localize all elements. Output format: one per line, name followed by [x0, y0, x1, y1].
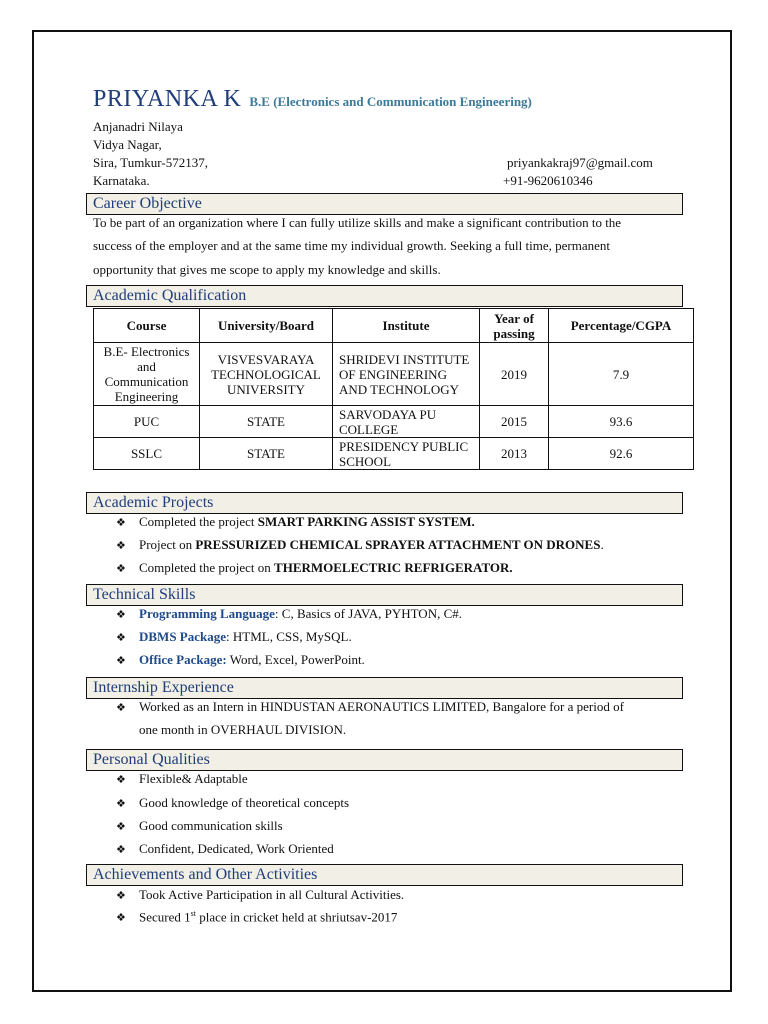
skill-label: Programming Language [139, 606, 275, 621]
bullet-diamond-icon: ❖ [116, 798, 126, 810]
cell-course: SSLC [94, 438, 200, 470]
cell-percentage: 7.9 [549, 343, 694, 406]
section-internship: Internship Experience [86, 677, 683, 699]
bullet-diamond-icon: ❖ [116, 702, 126, 714]
project-suffix: . [600, 537, 604, 552]
list-item [116, 841, 334, 857]
bullet-diamond-icon: ❖ [116, 563, 126, 575]
list-item [116, 699, 624, 715]
list-item [116, 560, 513, 576]
section-career-objective: Career Objective [86, 193, 683, 215]
address-line-2: Vidya Nagar, [93, 137, 162, 152]
cell-course: B.E- Electronics and Communication Engineering [94, 343, 200, 406]
project-prefix: Completed the project [139, 514, 258, 529]
cell-percentage: 92.6 [549, 438, 694, 470]
table-row [94, 343, 694, 406]
project-title: PRESSURIZED CHEMICAL SPRAYER ATTACHMENT ON DRONES [195, 537, 601, 552]
header-percentage: Percentage/CGPA [549, 309, 694, 343]
section-academic-qualification: Academic Qualification [86, 285, 683, 307]
candidate-name: PRIYANKA K [93, 86, 242, 112]
skill-separator: : [274, 606, 282, 621]
section-academic-projects: Academic Projects [86, 492, 683, 514]
list-item [116, 629, 352, 645]
list-item [116, 606, 462, 622]
achievement-text: Took Active Participation in all Cultural Activities. [139, 887, 405, 902]
bullet-diamond-icon: ❖ [116, 890, 126, 902]
list-item [116, 514, 475, 530]
address-line-1: Anjanadri Nilaya [93, 119, 183, 134]
skill-label: Office Package: [139, 652, 227, 667]
cell-institute: SHRIDEVI INSTITUTE OF ENGINEERING AND TECHNOLOGY [333, 343, 480, 406]
cell-university: STATE [200, 438, 333, 470]
header-university: University/Board [200, 309, 333, 343]
ordinal-suffix: st [190, 909, 196, 918]
list-item [116, 818, 283, 834]
address-line-3: Sira, Tumkur-572137, [93, 155, 208, 170]
section-personal-qualities: Personal Qualities [86, 749, 683, 771]
skill-value: C, Basics of JAVA, PYHTON, C#. [281, 606, 463, 621]
section-achievements: Achievements and Other Activities [86, 864, 683, 886]
quality-text: Confident, Dedicated, Work Oriented [139, 841, 334, 856]
achievement-text-end: place in cricket held at shriutsav-2017 [195, 909, 398, 925]
list-item [116, 537, 604, 553]
skill-separator: : [226, 629, 233, 644]
cell-year: 2013 [480, 438, 549, 470]
bullet-diamond-icon: ❖ [116, 609, 126, 621]
header-institute: Institute [333, 309, 480, 343]
internship-line-1: Worked as an Intern in HINDUSTAN AERONAUTICS LIMITED, Bangalore for a period of [139, 699, 624, 714]
table-row [94, 406, 694, 438]
cell-year: 2019 [480, 343, 549, 406]
bullet-diamond-icon: ❖ [116, 912, 126, 925]
list-item [116, 652, 365, 668]
quality-text: Good knowledge of theoretical concepts [139, 795, 350, 810]
bullet-diamond-icon: ❖ [116, 844, 126, 856]
bullet-diamond-icon: ❖ [116, 774, 126, 786]
list-item [116, 887, 404, 903]
project-title: SMART PARKING ASSIST SYSTEM. [257, 514, 475, 529]
bullet-diamond-icon: ❖ [116, 517, 126, 529]
career-objective-line-1: To be part of an organization where I can fully utilize skills and make a significant contribution to the [93, 215, 622, 230]
achievement-text-start: Secured 1 [139, 909, 191, 925]
career-objective-line-3: opportunity that gives me scope to apply my knowledge and skills. [93, 262, 441, 277]
cell-percentage: 93.6 [549, 406, 694, 438]
degree-title: B.E (Electronics and Communication Engineering) [249, 94, 532, 109]
bullet-diamond-icon: ❖ [116, 632, 126, 644]
list-item [116, 909, 397, 925]
career-objective-line-2: success of the employer and at the same time my individual growth. Seeking a full time, permanent [93, 238, 610, 253]
bullet-diamond-icon: ❖ [116, 540, 126, 552]
qualification-table [93, 308, 694, 470]
cell-course: PUC [94, 406, 200, 438]
cell-institute: PRESIDENCY PUBLIC SCHOOL [333, 438, 480, 470]
table-header-row [94, 309, 694, 343]
skill-label: DBMS Package [139, 629, 227, 644]
cell-year: 2015 [480, 406, 549, 438]
skill-value: Word, Excel, PowerPoint. [229, 652, 365, 667]
email: priyankakraj97@gmail.com [507, 155, 653, 170]
project-prefix: Completed the project on [139, 560, 275, 575]
name-line [93, 86, 532, 113]
phone: +91-9620610346 [503, 173, 593, 188]
header-year: Year of passing [480, 309, 549, 343]
header-course: Course [94, 309, 200, 343]
table-row [94, 438, 694, 470]
project-prefix: Project on [139, 537, 196, 552]
bullet-diamond-icon: ❖ [116, 821, 126, 833]
list-item [116, 771, 248, 787]
bullet-diamond-icon: ❖ [116, 655, 126, 667]
section-technical-skills: Technical Skills [86, 584, 683, 606]
skill-value: HTML, CSS, MySQL. [232, 629, 352, 644]
internship-line-2: one month in OVERHAUL DIVISION. [139, 722, 347, 737]
quality-text: Good communication skills [139, 818, 283, 833]
cell-university: VISVESVARAYA TECHNOLOGICAL UNIVERSITY [200, 343, 333, 406]
project-title: THERMOELECTRIC REFRIGERATOR. [274, 560, 513, 575]
list-item [116, 795, 349, 811]
cell-institute: SARVODAYA PU COLLEGE [333, 406, 480, 438]
cell-university: STATE [200, 406, 333, 438]
address-line-4: Karnataka. [93, 173, 150, 188]
quality-text: Flexible& Adaptable [139, 771, 248, 786]
